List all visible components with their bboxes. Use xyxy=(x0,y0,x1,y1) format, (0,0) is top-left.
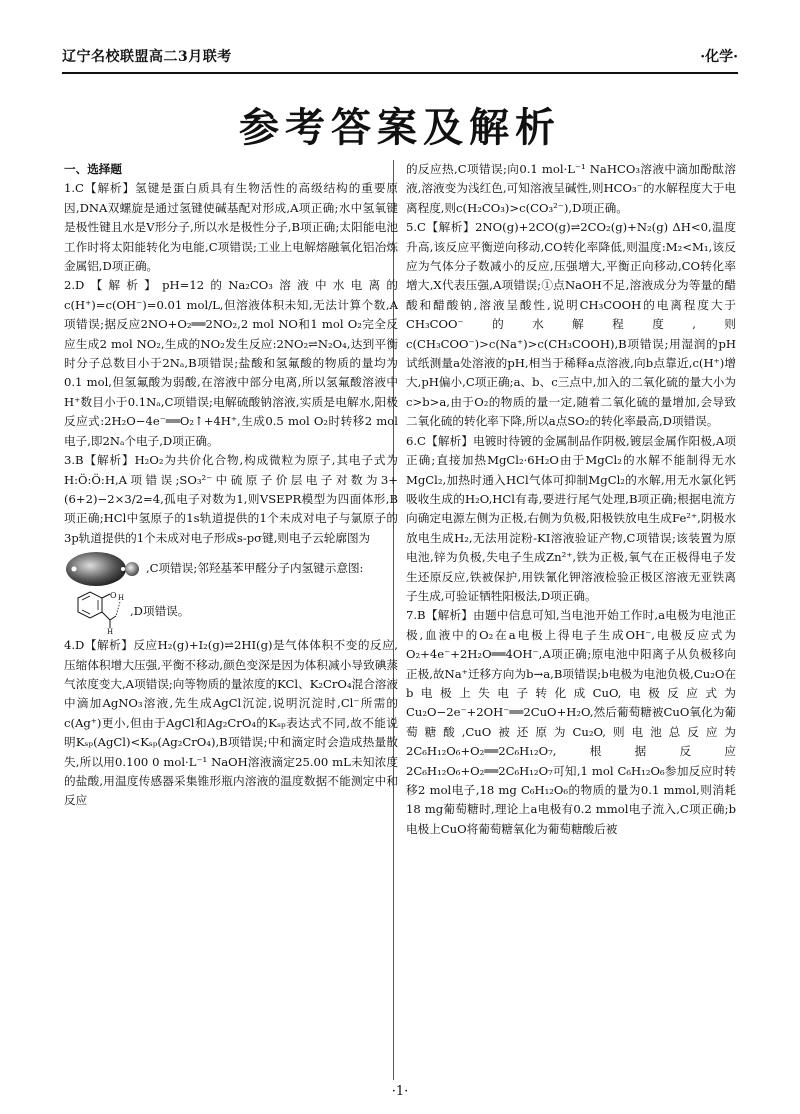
right-column xyxy=(406,160,736,839)
header-subject: ·化学· xyxy=(700,49,738,65)
page-title: 参考答案及解析 xyxy=(239,105,561,151)
answer-3-part-b: ,C项错误;邻羟基苯甲醛分子内氢键示意图: xyxy=(146,561,364,576)
page-header xyxy=(62,42,738,74)
s-p-sigma-orbital-figure xyxy=(64,550,142,588)
answer-4: 4.D【解析】反应H₂(g)+I₂(g)⇌2HI(g)是气体体积不变的反应,压缩体积增大压强,平衡不移动,颜色变深是因为体积减小导致碘蒸气浓度变大,A项错误;向等物质的量浓度的KCl、K₂CrO₄混合溶液中滴加AgNO₃溶液,先生成AgCl沉淀,说明沉淀时,Cl⁻所需的c(Ag⁺)更小,但由于AgCl和Ag₂CrO₄的Kₛₚ表达式不同,故不能说明Kₛₚ(AgCl)<Kₛₚ(Ag₂CrO₄),B项错误;中和滴定时会造成热量散失,所以用0.100 0 mol·L⁻¹ NaOH溶液滴定25.00 mL未知浓度的盐酸,用温度传感器采集锥形瓶内溶液的温度数据不能测定中和反应 xyxy=(64,638,398,808)
header-exam-title: 辽宁名校联盟高二3月联考 xyxy=(62,49,232,65)
orbital-figure-row xyxy=(64,550,398,588)
page-number: ·1· xyxy=(391,1084,409,1099)
answer-4-continued: 的反应热,C项错误;向0.1 mol·L⁻¹ NaHCO₃溶液中滴加酚酞溶液,溶液变为浅红色,可知溶液呈碱性,则HCO₃⁻的水解程度大于电离程度,则c(H₂CO₃)>c(CO₃²⁻),D项正确。 xyxy=(406,162,736,215)
hbond-figure-row xyxy=(64,590,398,634)
answer-7: 7.B【解析】由题中信息可知,当电池开始工作时,a电极为电池正极,血液中的O₂在a电极上得电子生成OH⁻,电极反应式为O₂+4e⁻+2H₂O══4OH⁻,A项正确;原电池中阳离子从负极移向正极,故Na⁺迁移方向为b→a,B项错误;b电极为电池负极,Cu₂O在b电极上失电子转化成CuO,电极反应式为Cu₂O−2e⁻+2OH⁻══2CuO+H₂O,然后葡萄糖被CuO氧化为葡萄糖酸,CuO被还原为Cu₂O,则电池总反应为2C₆H₁₂O₆+O₂══2C₆H₁₂O₇,根据反应2C₆H₁₂O₆+O₂══2C₆H₁₂O₇可知,1 mol C₆H₁₂O₆参加反应时转移2 mol电子,18 mg C₆H₁₂O₆的物质的量为0.1 mmol,则消耗18 mg葡萄糖时,理论上a电极有0.2 mmol电子流入,C项正确;b电极上CuO将葡萄糖氧化为葡萄糖酸后被 xyxy=(406,608,736,836)
aldehyde-h-label: H xyxy=(107,628,114,635)
section-heading: 一、选择题 xyxy=(64,162,122,176)
left-column xyxy=(64,160,398,811)
intramolecular-hydrogen-bond-figure xyxy=(64,590,126,634)
answer-2: 2.D【解析】pH=12的Na₂CO₃溶液中水电离的c(H⁺)=c(OH⁻)=0.01 mol/L,但溶液体积未知,无法计算个数,A项错误;据反应2NO+O₂══2NO₂,2 mol NO和1 mol O₂完全反应生成2 mol NO₂,生成的NO₂发生反应:2NO₂⇌N₂O₄,达到平衡时分子总数目小于2Nₐ,B项错误;盐酸和氢氟酸的物质的量均为0.1 mol,但氢氟酸为弱酸,在溶液中部分电离,所以氢氟酸溶液中H⁺数目小于0.1Nₐ,C项错误;电解硫酸钠溶液,实质是电解水,阳极反应式:2H₂O−4e⁻══O₂↑+4H⁺,生成0.5 mol O₂时转移2 mol电子,即2Nₐ个电子,D项正确。 xyxy=(64,278,398,448)
answer-1: 1.C【解析】氢键是蛋白质具有生物活性的高级结构的重要原因,DNA双螺旋是通过氢键使碱基配对形成,A项正确;水中氢氧键是极性键且水是V形分子,所以水是极性分子,B项正确;太阳能电池工作时将太阳能转化为电能,C项错误;工业上电解熔融氧化铝冶炼金属铝,D项正确。 xyxy=(64,181,398,274)
answer-5: 5.C【解析】2NO(g)+2CO(g)⇌2CO₂(g)+N₂(g) ΔH<0,温度升高,该反应平衡逆向移动,CO转化率降低,则温度:M₂<M₁,该反应为气体分子数减小的反应,压强增大,平衡正向移动,CO转化率增大,X代表压强,A项错误;①点NaOH不足,溶液成分为等量的醋酸和醋酸钠,溶液呈酸性,说明CH₃COOH的电离程度大于CH₃COO⁻的水解程度,则c(CH₃COO⁻)>c(Na⁺)>c(CH₃COOH),B项错误;用湿润的pH试纸测量a处溶液的pH,相当于稀释a点溶液,向b点靠近,c(H⁺)增大,pH偏小,C项正确;a、b、c三点中,加入的二氧化硫的量大小为c>b>a,由于O₂的物质的量一定,随着二氧化硫的量增加,会导致二氧化硫的转化率下降,所以a点SO₂的转化率最高,D项错误。 xyxy=(406,220,736,429)
hydrogen-label: H xyxy=(118,594,125,603)
oxygen-label: O xyxy=(110,591,117,601)
answer-3-part-c: ,D项错误。 xyxy=(130,604,190,619)
answer-6: 6.C【解析】电镀时待镀的金属制品作阴极,镀层金属作阳极,A项正确;直接加热MgCl₂·6H₂O由于MgCl₂的水解不能制得无水MgCl₂,加热时通入HCl气体可抑制MgCl₂的水解,用无水氯化钙吸收生成的H₂O,HCl有毒,要进行尾气处理,B项正确;根据电流方向确定电源左侧为正极,右侧为负极,阳极铁放电生成Fe²⁺,阴极水放电生成H₂,无法用淀粉-KI溶液验证产物,C项错误;该装置为原电池,锌为负极,失电子生成Zn²⁺,铁为正极,氧气在正极得电子发生还原反应,铁被保护,用铁氰化钾溶液检验正极区溶液无亚铁离子生成,可验证牺牲阳极法,D项正确。 xyxy=(406,433,736,603)
answer-3-part-a: 3.B【解析】H₂O₂为共价化合物,构成微粒为原子,其电子式为H:Ö:Ö:H,A项错误;SO₃²⁻中硫原子价层电子对数为3+(6+2)−2×3/2=4,孤电子对数为1,则VSEPR模型为四面体形,B项正确;HCl中氢原子的1s轨道提供的1个未成对电子与氯原子的3p轨道提供的1个未成对电子形成s-pσ键,则电子云轮廓图为 xyxy=(64,453,398,545)
